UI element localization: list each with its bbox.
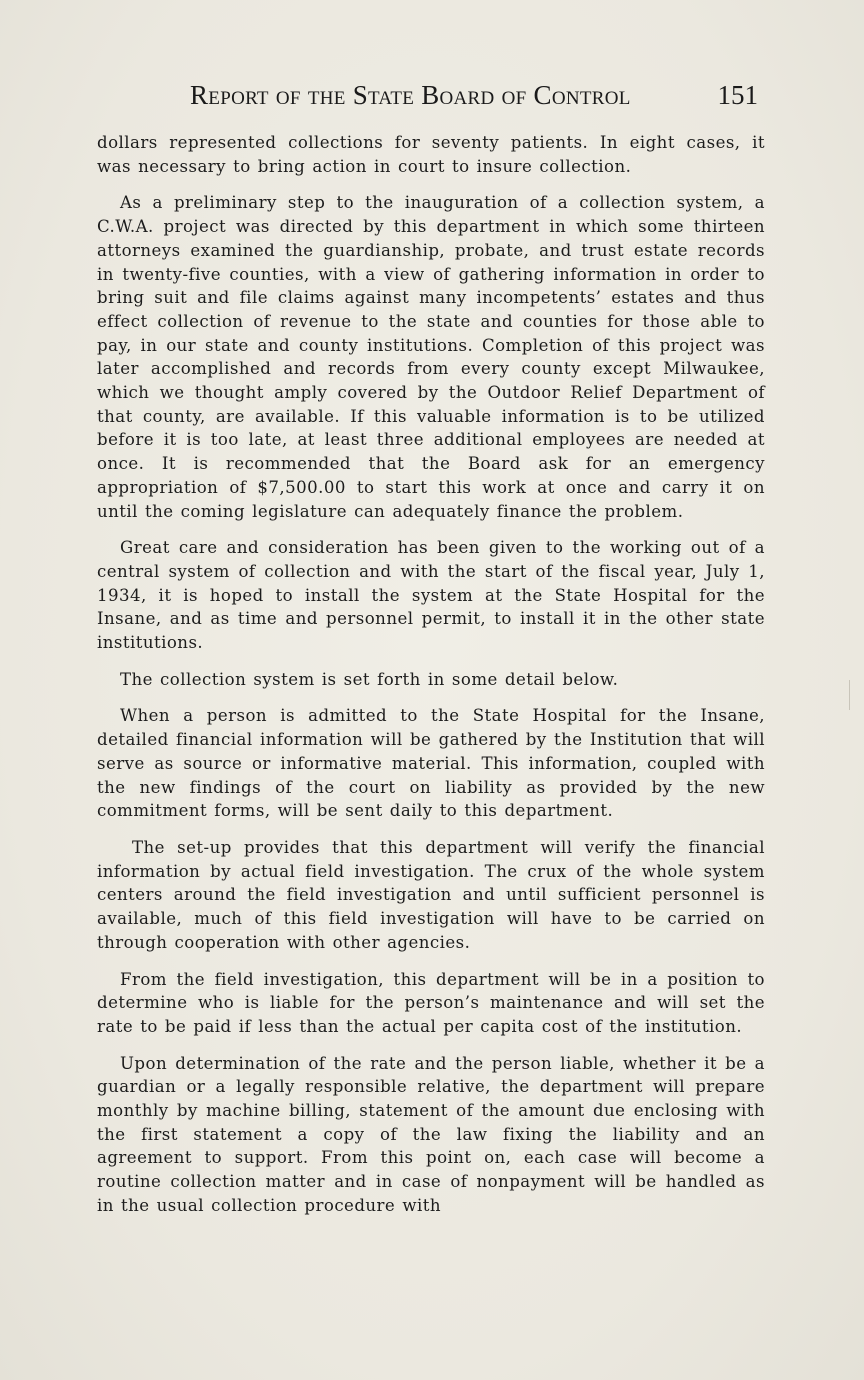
paragraph-liability: From the field investigation, this department will be in a position to determine who is liable for the person’s maintenance and will set the rate to be paid if less than the actual per capita cost of the institution. — [97, 969, 765, 1036]
paragraph-field-investigation: The set-up provides that this department will verify the financial information by actual field investigation. The crux of the whole system centers around the field investigation and until sufficient personnel is available, much of this field investigation will have to be carried on through cooperation with other agencies. — [97, 837, 765, 952]
paragraph-detail-intro: The collection system is set forth in some detail below. — [120, 669, 619, 689]
paragraph-billing: Upon determination of the rate and the person liable, whether it be a guardian or a legally responsible relative, the department will prepare monthly by machine billing, statement of the amount due enclosing with the first statement a copy of the law fixing the liability and an agreement to support. From this point on, each case will become a routine collection matter and in case of nonpayment will be handled as in the usual collection procedure with — [97, 1053, 765, 1215]
page-number: 151 — [717, 80, 758, 110]
body-text — [97, 131, 765, 1231]
paragraph-admission: When a person is admitted to the State Hospital for the Insane, detailed financial information will be gathered by the Institution that will serve as source or informative material. This information, coupled with the new findings of the court on liability as provided by the new commitment forms, will be sent daily to this department. — [97, 706, 765, 821]
page-edge-mark — [849, 680, 850, 710]
paragraph-collection-system: As a preliminary step to the inauguration of a collection system, a C.W.A. project was directed by this department in which some thirteen attorneys examined the guardianship, probate, and trust estate records in twenty-five counties, with a view of gathering information in order to bring suit and file claims against many incompetents’ estates and thus effect collection of revenue to the state and counties for those able to pay, in our state and county institutions. Completion of this project was later accomplished and records from every county except Milwaukee, which we thought amply covered by the Outdoor Relief Department of that county, are available. If this valuable information is to be utilized before it is too late, at least three additional employees are needed at once. It is recommended that the Board ask for an emergency appropriation of $7,500.00 to start this work at once and carry it on until the coming legislature can adequately finance the problem. — [97, 193, 765, 521]
paragraph-continuation: dollars represented collections for seventy patients. In eight cases, it was necessary to bring action in court to insure collection. — [97, 133, 765, 176]
header-title: Report of the State Board of Control — [190, 80, 631, 110]
running-header — [190, 80, 762, 114]
paragraph-central-system: Great care and consideration has been given to the working out of a central system of collection and with the start of the fiscal year, July 1, 1934, it is hoped to install the system at the State Hospital for the Insane, and as time and personnel permit, to install it in the other state institutions. — [97, 538, 765, 653]
